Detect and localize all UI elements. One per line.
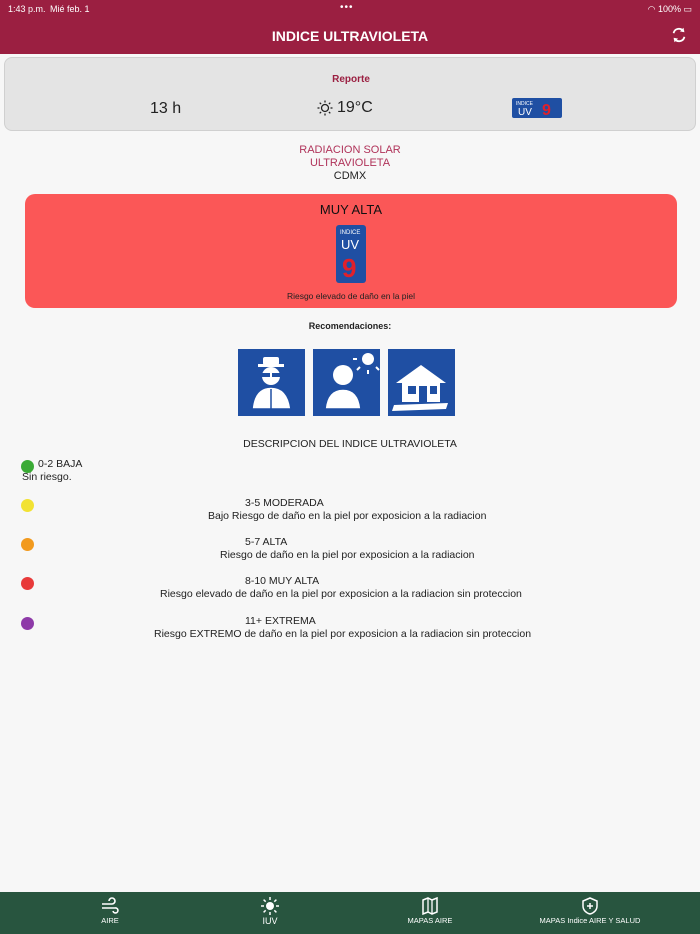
sun-person-icon [313,349,380,416]
badge-uv-value: 9 [542,102,551,118]
city-name: CDMX [333,170,367,182]
tab-aire[interactable] [60,892,160,934]
tab-label: MAPAS Indice AIRE Y SALUD [539,916,641,925]
svg-text:UV: UV [518,107,532,118]
level-desc: Riesgo de daño en la piel por exposicion a la radiacion [220,549,475,561]
svg-text:INDICE: INDICE [516,101,533,107]
radiation-title [0,144,700,183]
level-name: 3-5 MODERADA [245,497,324,509]
refresh-icon[interactable] [670,26,688,44]
sun-icon [317,100,333,116]
level-name: 8-10 MUY ALTA [245,575,320,587]
battery-percent: 100% [657,4,681,14]
shield-icon [580,897,600,915]
tab-label: IUV [262,916,278,926]
uv-level: MUY ALTA [319,202,383,217]
recommendations-list [238,349,455,416]
tab-iuv[interactable] [220,892,320,934]
level-desc: Bajo Riesgo de daño en la piel por exposicion a la radiacion [208,510,487,522]
temperature-value: 19°C [337,99,373,116]
report-card [4,57,696,131]
level-dot [21,577,34,590]
hat-glasses-person-icon [238,349,305,416]
level-desc: Riesgo elevado de daño en la piel por exposicion a la radiacion sin proteccion [160,588,522,600]
tab-label: AIRE [101,916,119,925]
status-bar [0,0,700,18]
battery-icon: ▭ [683,4,692,14]
level-dot [21,538,34,551]
radiation-line2: ULTRAVIOLETA [309,157,391,169]
nav-bar [0,18,700,54]
tab-bar [0,892,700,934]
recommendations-title: Recomendaciones: [308,321,392,331]
multitasking-dots[interactable]: ••• [340,2,354,13]
radiation-line1: RADIACION SOLAR [299,144,401,156]
level-name: 0-2 BAJA [38,458,83,470]
report-hour: 13 h [150,100,182,117]
wifi-icon: ◠ [647,4,656,14]
uv-alert-card [25,194,677,308]
uv-index-icon [336,225,366,283]
report-temperature [317,99,373,117]
tab-label: MAPAS AIRE [407,916,453,925]
level-name: 11+ EXTREMA [245,615,316,627]
map-icon [420,897,440,915]
status-right [648,4,692,15]
level-desc: Sin riesgo. [22,471,72,483]
level-desc: Riesgo EXTREMO de daño en la piel por exposicion a la radiacion sin proteccion [154,628,532,640]
level-name: 5-7 ALTA [245,536,288,548]
risk-text: Riesgo elevado de daño en la piel [286,291,416,301]
tab-mapas-aire[interactable] [380,892,480,934]
level-dot [21,499,34,512]
page-title: INDICE ULTRAVIOLETA [271,28,429,44]
level-dot [21,617,34,630]
status-time: 1:43 p.m. [8,4,46,14]
uv-index-badge [512,98,562,118]
report-label: Reporte [332,74,370,85]
tab-mapas-indice[interactable] [520,892,660,934]
wind-icon [100,897,120,915]
alert-uv-value: 9 [342,253,357,283]
status-date: Mié feb. 1 [50,4,90,14]
svg-text:UV: UV [341,237,360,252]
description-title: DESCRIPCION DEL INDICE ULTRAVIOLETA [243,438,457,450]
svg-text:INDICE: INDICE [340,230,361,236]
house-shade-icon [388,349,455,416]
sun-icon [260,897,280,915]
